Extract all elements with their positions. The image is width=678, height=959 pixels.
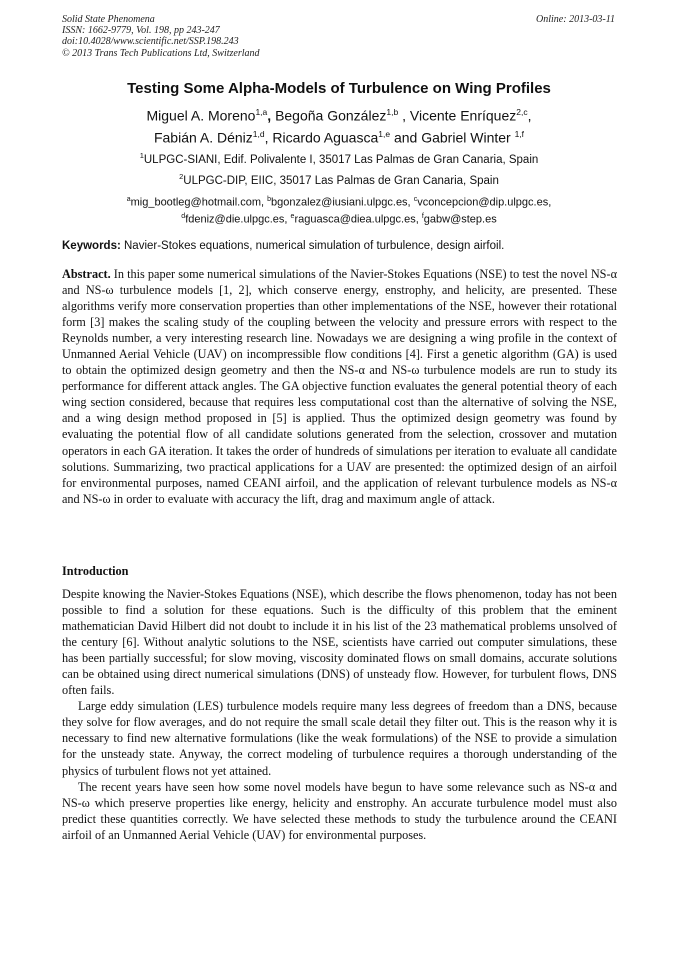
affiliation-sup: 1 [139, 151, 144, 160]
affiliation-text: ULPGC-DIP, EIIC, 35017 Las Palmas de Gran Canaria, Spain [183, 174, 499, 187]
introduction-body [62, 586, 617, 843]
keywords [62, 240, 617, 252]
journal-name: Solid State Phenomena [62, 14, 155, 25]
author-name: Vicente Enríquez [409, 107, 517, 124]
journal-doi: doi:10.4028/www.scientific.net/SSP.198.243 [62, 36, 239, 48]
author-sup: 1,d [252, 129, 265, 140]
online-date: Online: 2013-03-11 [536, 14, 615, 25]
author-name: Gabriel Winter [421, 129, 511, 146]
author-line-1: Miguel A. Moreno$^{1,a}$, Begoña González$^{1,b}$ , Vicente Enríquez$^{2,c}$, [146, 107, 532, 124]
author-sup: 1,f [514, 129, 525, 140]
author-name: Begoña González [275, 107, 387, 124]
affiliation-sup: 2 [179, 172, 184, 181]
email-link[interactable]: raguasca@diea.ulpgc.es, [294, 213, 419, 226]
affiliation-text: ULPGC-SIANI, Edif. Polivalente I, 35017 Las Palmas de Gran Canaria, Spain [143, 153, 539, 166]
email-link[interactable]: mig_bootleg@hotmail.com, [130, 196, 265, 209]
email-link[interactable]: vconcepcion@dip.ulpgc.es, [417, 196, 552, 209]
email-sup: f [421, 212, 424, 220]
email-sup: b [267, 196, 272, 203]
author-sup: 2,c [516, 107, 528, 117]
keywords-text: Navier-Stokes equations, numerical simulation of turbulence, design airfoil. [120, 240, 505, 252]
email-link[interactable]: bgonzalez@iusiani.ulpgc.es, [271, 196, 411, 209]
email-list [0, 193, 678, 226]
author-name: Miguel A. Moreno [146, 107, 256, 124]
section-heading-introduction: Introduction [62, 564, 129, 578]
email-line-1 [0, 193, 678, 210]
author-list [0, 103, 678, 147]
email-sup: e [290, 212, 295, 220]
author-name: Ricardo Aguasca [272, 129, 379, 146]
author-name: Fabián A. Déniz [153, 129, 253, 146]
email-sup: a [126, 196, 131, 203]
email-line-2 [0, 210, 678, 227]
author-sup: 1,b [386, 107, 399, 117]
author-sup: 1,e [378, 129, 391, 140]
journal-issn: ISSN: 1662-9779, Vol. 198, pp 243-247 [62, 25, 220, 37]
paragraph: The recent years have seen how some novel models have begun to have some relevance such as NS-α and NS-ω which preserve properties like energy, helicity and enstrophy. An accurate turbulence model must also predict these quantities correctly. We have selected these methods to study the turbulence around the CEANI airfoil of an Unmanned Aerial Vehicle (UAV) for environmental purposes. [62, 779, 617, 842]
email-sup: c [413, 196, 418, 203]
keywords-label: Keywords: [62, 240, 121, 252]
paragraph: Large eddy simulation (LES) turbulence models require many less degrees of freedom than a DNS, because they solve for flow averages, and do not require the small scale detail they filter out. This is the reason why it is necessary to find new alternative formulations (like the weak formulations) of the NSE to provide a simulation for the unsteady state. Anyway, the correct modeling of turbulence requires a thorough understanding of the physics of turbulent flows not yet attained. [62, 699, 617, 778]
abstract [62, 266, 617, 507]
abstract-text: In this paper some numerical simulations of the Navier-Stokes Equations (NSE) to test the novel NS-α and NS-ω turbulence models [1, 2], which conserve energy, enstrophy, and helicity, are presented. These algorithms verify more conservation properties than other implementations of the NSE, however their rotational form [3] makes the scaling study of the coupling between the velocity and pressure errors with respect to the Reynolds number, a very interesting research line. Nowadays we are designing a wing profile in the context of Unmanned Aerial Vehicle (UAV) on incompressible flow conditions [4]. First a genetic algorithm (GA) is used to obtain the optimized design geometry and then the NS-α and NS-ω turbulence models are run to study its performance for different attack angles. The GA objective function evaluates the general potential theory of each wing section considered, because that requires less computational cost than the alternative of solving the NSE, and a wing design method proposed in [5] is applied. Thus the optimized design geometry was found by evaluating the potential flow of all candidate solutions generated from the selection, crossover and mutation operators in each GA iteration. It takes the order of hundreds of simulations per iteration to evaluate all candidate solutions. Summarizing, two practical applications for a UAV are presented: the optimized design of an airfoil for environmental purposes, named CEANI airfoil, and the application of relevant turbulence models as NS-α and NS-ω in order to evaluate with accuracy the lift, drag and maximum angle of attack. [62, 267, 617, 506]
affiliation-1 [0, 151, 678, 166]
author-line-2: Fabián A. Déniz$^{1,d}$, Ricardo Aguasca$^{1,e}$ and Gabriel Winter $^{1,f}$ [153, 129, 525, 146]
author-sup: 1,a [255, 107, 268, 117]
paragraph: Despite knowing the Navier-Stokes Equations (NSE), which describe the flows phenomenon, today has not been possible to find a solution for these equations. Such is the difficulty of this problem that the eminent mathematician David Hilbert did not doubt to include it in his list of the 23 mathematical problems unsolved of the century [6]. Without analytic solutions to the NSE, scientists have carried out computer simulations, these has been partially successful; for slow moving, viscosity dominated flows on small domains, accurate solutions can be obtained using direct numerical simulations (DNS) of unsteady flow. However, for turbulent flows, DNS often fails. [62, 587, 617, 698]
affiliation-2 [0, 172, 678, 187]
email-link[interactable]: fdeniz@die.ulpgc.es, [185, 213, 288, 226]
email-link[interactable]: gabw@step.es [423, 213, 497, 226]
journal-copyright: © 2013 Trans Tech Publications Ltd, Switzerland [62, 47, 260, 59]
paper-title: Testing Some Alpha-Models of Turbulence on Wing Profiles [127, 80, 551, 97]
email-sup: d [181, 212, 186, 220]
abstract-label: Abstract. [62, 267, 111, 281]
journal-meta [62, 14, 260, 59]
